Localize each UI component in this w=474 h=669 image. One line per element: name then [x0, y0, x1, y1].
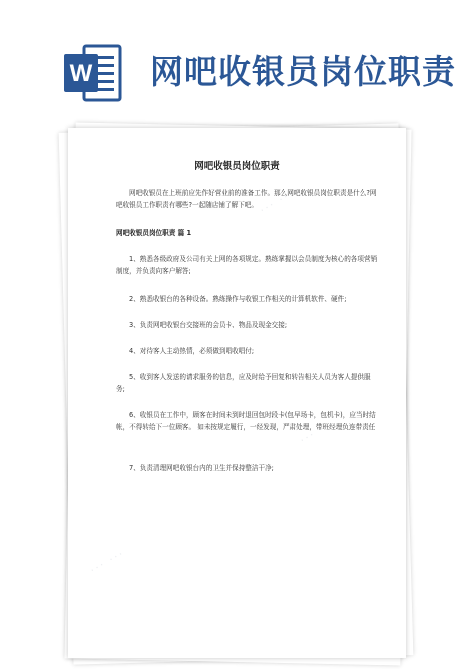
- watermark: ··· ···: [298, 419, 336, 447]
- svg-text:W: W: [69, 60, 93, 87]
- watermark: ··· ···: [258, 189, 296, 217]
- duty-item: 1、熟悉各级政府及公司有关上网的各项规定。熟练掌握以会员制度为核心的各项营销制度，并负责向客户解答;: [116, 255, 378, 275]
- duty-item: 6、收银员在工作中，顾客在时间未到时退回包时段卡(包早场卡，包机卡)，应当时结帐，不得转给下一位顾客。 如未按规定履行，一经发现，严肃处理，带班经理负连带责任: [116, 411, 376, 431]
- intro-paragraph: 网吧收银员在上班前应先作好营业前的准备工作。那么网吧收银员岗位职责是什么?网吧收银员工作职责有哪些?一起随店铺了解下吧。: [116, 189, 377, 209]
- duty-item: 3、负责网吧收银台交接班的会员卡、物品及现金交接;: [129, 321, 288, 329]
- duty-item: 2、熟悉收银台的各种设备。熟练操作与收银工作相关的计算机软件、硬件;: [129, 295, 347, 303]
- section-heading: 网吧收银员岗位职责 篇 1: [116, 229, 192, 237]
- duty-item: 4、对待客人主动热情，必须做到唱收唱付;: [129, 347, 255, 355]
- document-page: [68, 128, 406, 658]
- duty-item: 7、负责清理网吧收银台内的卫生并保持整洁干净;: [129, 464, 274, 472]
- watermark: ··· ···: [88, 549, 126, 577]
- document-title: 网吧收银员岗位职责: [194, 161, 280, 172]
- duty-item: 5、收到客人发送的请求服务的信息，应及时给予回复和转告相关人员为客人提供服务;: [116, 373, 371, 393]
- page-title: 网吧收银员岗位职责: [150, 52, 456, 91]
